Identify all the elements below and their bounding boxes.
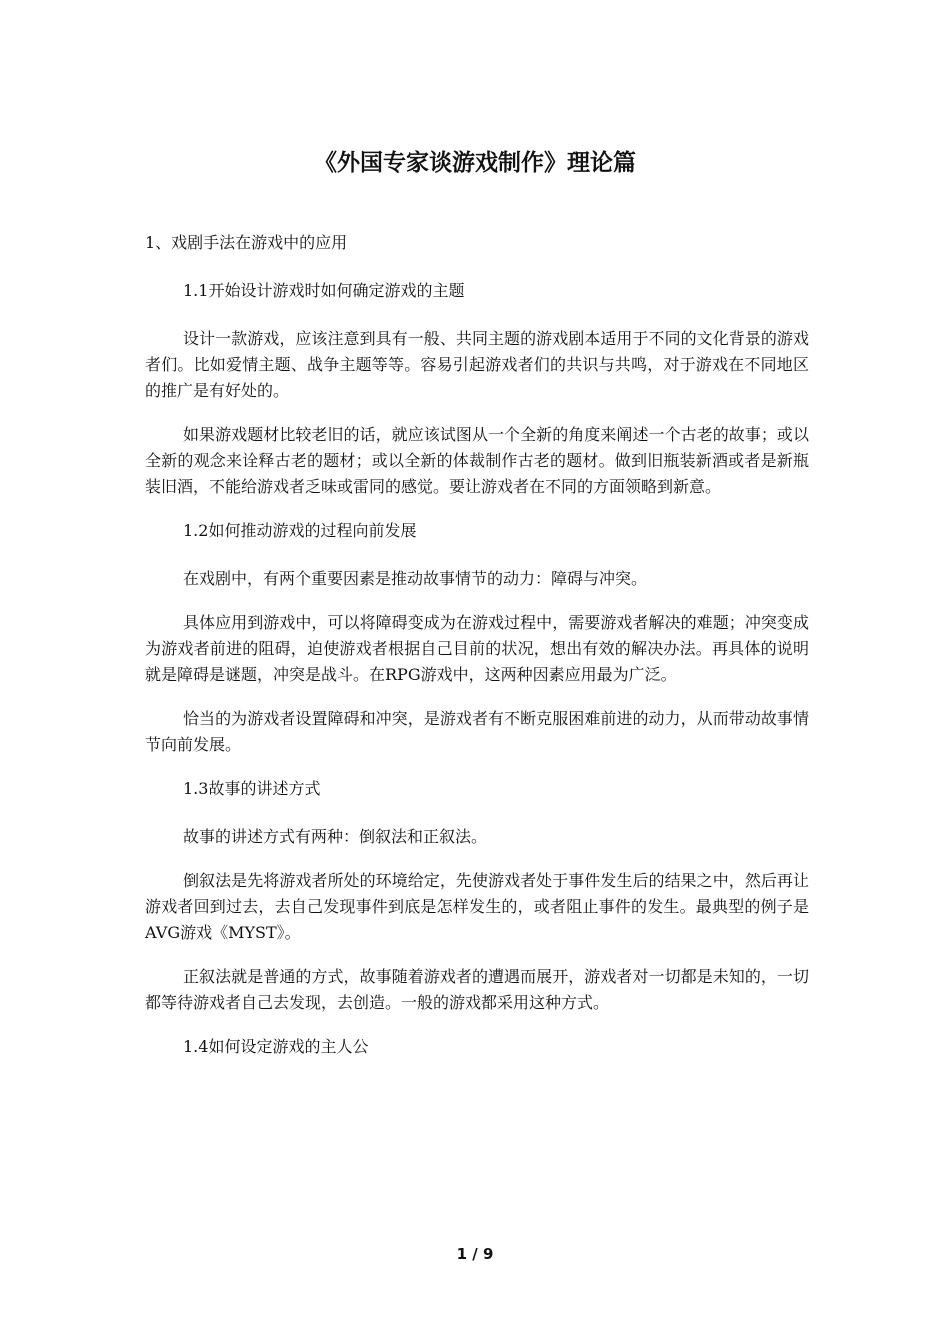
subsection-heading-1-2: 1.2如何推动游戏的过程向前发展 xyxy=(183,521,417,540)
paragraph-8: 正叙法就是普通的方式，故事随着游戏者的遭遇而展开，游戏者对一切都是未知的，一切都等待游戏者自己去发现，去创造。一般的游戏都采用这种方式。 xyxy=(145,967,809,1012)
section-heading-1: 1、戏剧手法在游戏中的应用 xyxy=(145,233,348,252)
subsection-heading-1-4: 1.4如何设定游戏的主人公 xyxy=(183,1037,369,1056)
paragraph-6: 故事的讲述方式有两种：倒叙法和正叙法。 xyxy=(183,827,488,846)
paragraph-7: 倒叙法是先将游戏者所处的环境给定，先使游戏者处于事件发生后的结果之中，然后再让游戏者回到过去，去自己发现事件到底是怎样发生的，或者阻止事件的发生。最典型的例子是AVG游戏《MYST》。 xyxy=(145,871,809,942)
paragraph-1: 设计一款游戏，应该注意到具有一般、共同主题的游戏剧本适用于不同的文化背景的游戏者们。比如爱情主题、战争主题等等。容易引起游戏者们的共识与共鸣，对于游戏在不同地区的推广是有好处的。 xyxy=(145,329,809,400)
paragraph-5: 恰当的为游戏者设置障碍和冲突，是游戏者有不断克服困难前进的动力，从而带动故事情节向前发展。 xyxy=(145,709,809,754)
paragraph-2: 如果游戏题材比较老旧的话，就应该试图从一个全新的角度来阐述一个古老的故事；或以全新的观念来诠释古老的题材；或以全新的体裁制作古老的题材。做到旧瓶装新酒或者是新瓶装旧酒，不能给游戏者乏味或雷同的感觉。要让游戏者在不同的方面领略到新意。 xyxy=(145,425,809,496)
document-title: 《外国专家谈游戏制作》理论篇 xyxy=(314,150,636,176)
page-number: 1 / 9 xyxy=(456,1245,494,1263)
subsection-heading-1-1: 1.1开始设计游戏时如何确定游戏的主题 xyxy=(183,281,465,300)
document-body xyxy=(145,230,809,1082)
paragraph-4: 具体应用到游戏中，可以将障碍变成为在游戏过程中，需要游戏者解决的难题；冲突变成为游戏者前进的阻碍，迫使游戏者根据自己目前的状况，想出有效的解决办法。再具体的说明就是障碍是谜题，冲突是战斗。在RPG游戏中，这两种因素应用最为广泛。 xyxy=(145,613,809,684)
subsection-heading-1-3: 1.3故事的讲述方式 xyxy=(183,779,321,798)
paragraph-3: 在戏剧中，有两个重要因素是推动故事情节的动力：障碍与冲突。 xyxy=(183,569,648,588)
